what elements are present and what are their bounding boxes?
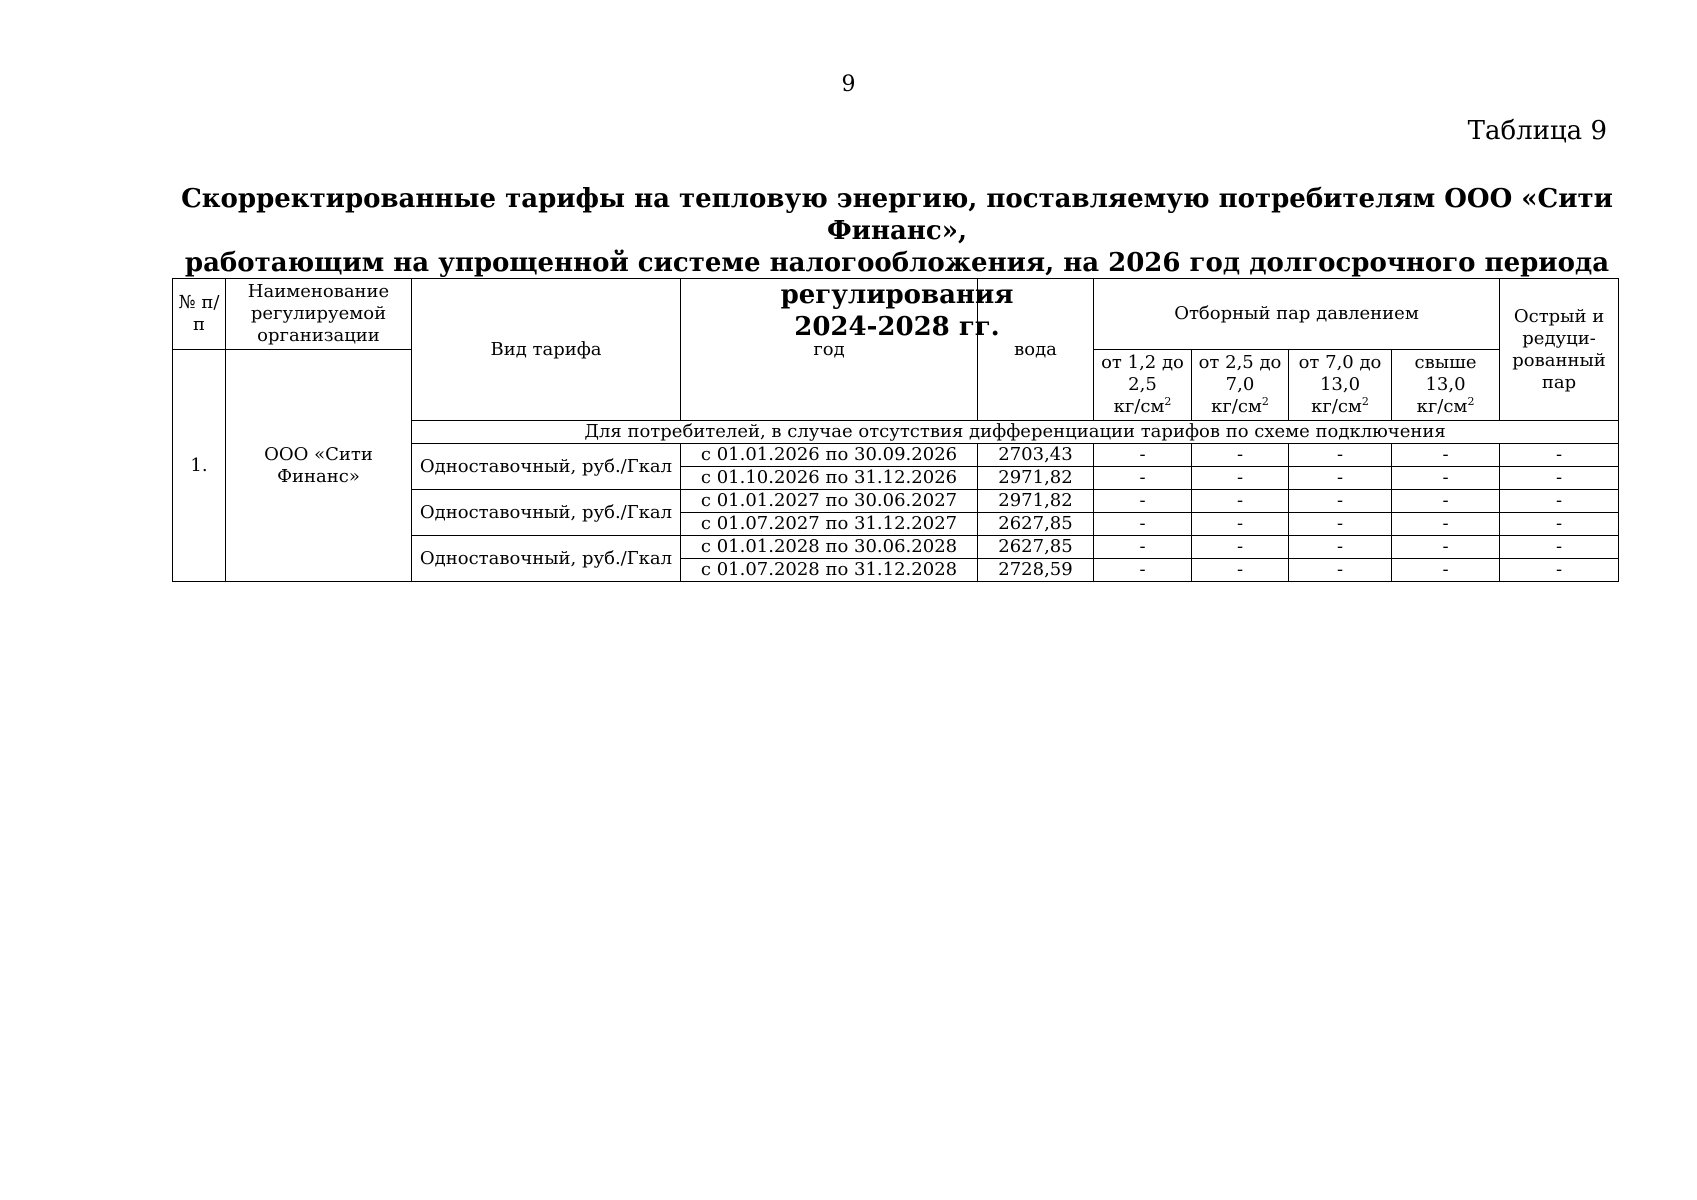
- pressure-4-cell: -: [1392, 559, 1500, 582]
- org-name: ООО «Сити Финанс»: [226, 350, 412, 582]
- period-cell: с 01.07.2027 по 31.12.2027: [681, 513, 978, 536]
- pressure-1-cell: -: [1094, 536, 1192, 559]
- pressure-1-range: от 1,2 до 2,5: [1101, 352, 1184, 395]
- pressure-2-unit: кг/см: [1211, 396, 1262, 417]
- water-cell: 2627,85: [978, 513, 1094, 536]
- header-pressure-3: [1289, 350, 1392, 421]
- pressure-2-cell: -: [1192, 444, 1289, 467]
- pressure-1-cell: -: [1094, 559, 1192, 582]
- pressure-3-unit-sup: 2: [1361, 395, 1369, 408]
- org-number: 1.: [173, 350, 226, 582]
- consumer-band: Для потребителей, в случае отсутствия дифференциации тарифов по схеме подключения: [412, 421, 1619, 444]
- sharp-steam-cell: -: [1500, 490, 1619, 513]
- pressure-2-cell: -: [1192, 467, 1289, 490]
- pressure-2-range: от 2,5 до 7,0: [1198, 352, 1282, 395]
- pressure-1-unit: кг/см: [1113, 396, 1165, 417]
- pressure-1-unit-sup: 2: [1164, 395, 1172, 408]
- header-row-1: [173, 279, 1619, 350]
- sharp-steam-cell: -: [1500, 513, 1619, 536]
- pressure-3-unit: кг/см: [1311, 396, 1362, 417]
- water-cell: 2728,59: [978, 559, 1094, 582]
- pressure-4-cell: -: [1392, 490, 1500, 513]
- pressure-3-cell: -: [1289, 513, 1392, 536]
- water-cell: 2971,82: [978, 467, 1094, 490]
- header-sharp-steam: Острый и редуци-рованный пар: [1500, 279, 1619, 421]
- pressure-4-cell: -: [1392, 444, 1500, 467]
- pressure-4-cell: -: [1392, 536, 1500, 559]
- tariff-type-cell: Одноставочный, руб./Гкал: [412, 490, 681, 536]
- pressure-4-unit-sup: 2: [1467, 395, 1475, 408]
- period-cell: с 01.01.2028 по 30.06.2028: [681, 536, 978, 559]
- pressure-3-cell: -: [1289, 467, 1392, 490]
- sharp-steam-cell: -: [1500, 559, 1619, 582]
- header-year: год: [681, 279, 978, 421]
- water-cell: 2703,43: [978, 444, 1094, 467]
- title-line-3: 2024-2028 гг.: [794, 312, 1000, 342]
- table-label: Таблица 9: [1467, 116, 1607, 146]
- pressure-1-cell: -: [1094, 467, 1192, 490]
- pressure-1-cell: -: [1094, 513, 1192, 536]
- pressure-4-cell: -: [1392, 467, 1500, 490]
- pressure-1-cell: -: [1094, 444, 1192, 467]
- pressure-4-cell: -: [1392, 513, 1500, 536]
- water-cell: 2627,85: [978, 536, 1094, 559]
- tariff-table: [172, 278, 1619, 582]
- period-cell: с 01.01.2027 по 30.06.2027: [681, 490, 978, 513]
- pressure-4-unit: кг/см: [1416, 396, 1468, 417]
- pressure-2-cell: -: [1192, 536, 1289, 559]
- tariff-type-cell: Одноставочный, руб./Гкал: [412, 444, 681, 490]
- title-line-2: работающим на упрощенной системе налогообложения, на 2026 год долгосрочного периода регулирования: [184, 248, 1610, 310]
- pressure-2-unit-sup: 2: [1261, 395, 1269, 408]
- pressure-3-range: от 7,0 до 13,0: [1298, 352, 1382, 395]
- header-num: № п/п: [173, 279, 226, 350]
- header-org: Наименование регулируемой организации: [226, 279, 412, 350]
- sharp-steam-cell: -: [1500, 536, 1619, 559]
- pressure-2-cell: -: [1192, 513, 1289, 536]
- pressure-1-cell: -: [1094, 490, 1192, 513]
- header-pressure-2: [1192, 350, 1289, 421]
- pressure-2-cell: -: [1192, 559, 1289, 582]
- header-steam-group: Отборный пар давлением: [1094, 279, 1500, 350]
- pressure-2-cell: -: [1192, 490, 1289, 513]
- sharp-steam-cell: -: [1500, 444, 1619, 467]
- header-pressure-1: [1094, 350, 1192, 421]
- water-cell: 2971,82: [978, 490, 1094, 513]
- pressure-4-range: свыше 13,0: [1414, 352, 1477, 395]
- pressure-3-cell: -: [1289, 490, 1392, 513]
- header-tariff-type: Вид тарифа: [412, 279, 681, 421]
- sharp-steam-cell: -: [1500, 467, 1619, 490]
- period-cell: с 01.07.2028 по 31.12.2028: [681, 559, 978, 582]
- tariff-type-cell: Одноставочный, руб./Гкал: [412, 536, 681, 582]
- pressure-3-cell: -: [1289, 559, 1392, 582]
- pressure-3-cell: -: [1289, 444, 1392, 467]
- pressure-3-cell: -: [1289, 536, 1392, 559]
- title-line-1: Скорректированные тарифы на тепловую энергию, поставляемую потребителям ООО «Сити Финанс»,: [181, 184, 1613, 246]
- header-water: вода: [978, 279, 1094, 421]
- page-number: 9: [841, 72, 856, 97]
- period-cell: с 01.10.2026 по 31.12.2026: [681, 467, 978, 490]
- header-pressure-4: [1392, 350, 1500, 421]
- period-cell: с 01.01.2026 по 30.09.2026: [681, 444, 978, 467]
